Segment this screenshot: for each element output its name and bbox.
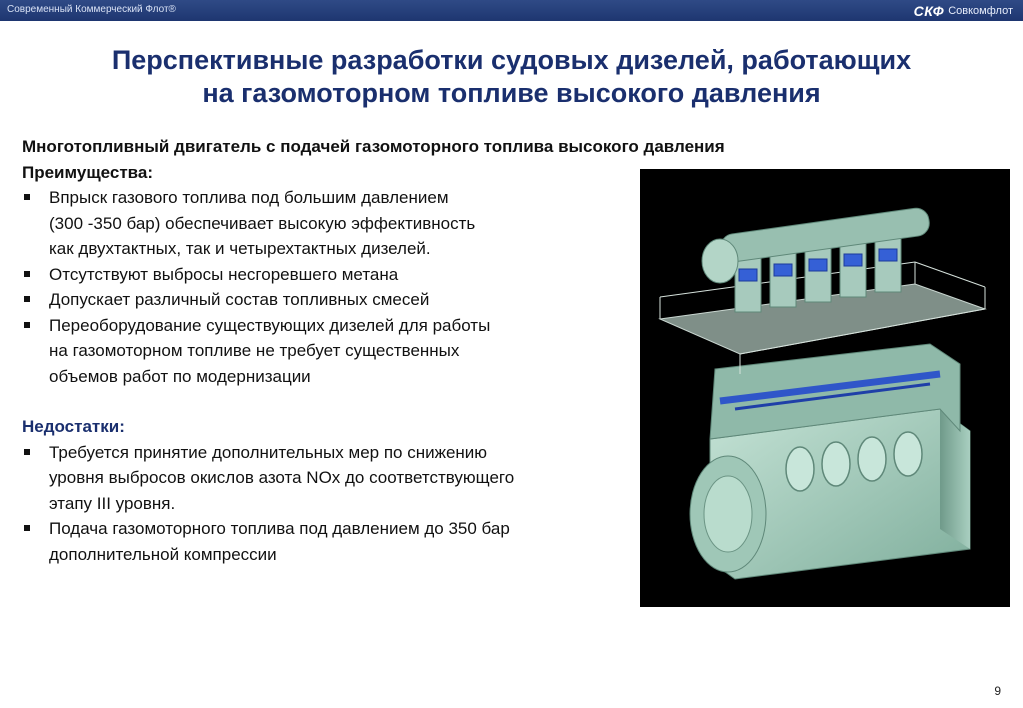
company-caption: Современный Коммерческий Флот®	[7, 4, 176, 15]
engine-illustration	[640, 169, 1010, 607]
disadvantage-line: уровня выбросов окислов азота NOx до соответствующего	[49, 468, 515, 487]
brand-name: Совкомфлот	[948, 4, 1013, 17]
engine-image	[640, 169, 1010, 607]
advantages-heading: Преимущества:	[22, 162, 154, 182]
advantages-list	[22, 185, 642, 389]
disadvantage-line: Подача газомоторного топлива под давлением до 350 бар	[49, 519, 510, 538]
advantage-item	[22, 287, 642, 313]
advantage-line: Отсутствуют выбросы несгоревшего метана	[49, 264, 399, 284]
disadvantage-line: этапу III уровня.	[49, 493, 176, 513]
brand-logo	[914, 2, 1013, 19]
disadvantage-item	[22, 440, 642, 517]
disadvantage-line: Требуется принятие дополнительных мер по снижению	[49, 442, 488, 462]
header-bar	[0, 0, 1023, 21]
page-number: 9	[994, 684, 1001, 698]
advantage-line: Переоборудование существующих дизелей для работы	[49, 315, 491, 335]
advantage-item	[22, 185, 642, 262]
subtitle: Многотопливный двигатель с подачей газомоторного топлива высокого давления	[22, 137, 725, 156]
advantage-line: на газомоторном топливе не требует существенных	[49, 341, 460, 360]
advantage-item	[22, 313, 642, 390]
advantage-line: (300 -350 бар) обеспечивает высокую эффективность	[49, 213, 476, 233]
advantage-line: объемов работ по модернизации	[49, 366, 311, 386]
slide-content	[22, 134, 725, 567]
advantage-line: Впрыск газового топлива под большим давлением	[49, 188, 449, 207]
slide-title-line-1: Перспективные разработки судовых дизелей, работающих	[111, 45, 912, 75]
logo-mark: СКФ	[913, 2, 945, 19]
slide-title-line-2: на газомоторном топливе высокого давления	[202, 78, 821, 108]
disadvantages-list	[22, 440, 642, 568]
disadvantage-line: дополнительной компрессии	[49, 544, 277, 564]
disadvantages-heading: Недостатки:	[22, 417, 125, 436]
advantage-item	[22, 262, 642, 288]
disadvantage-item	[22, 516, 642, 567]
advantage-line: как двухтактных, так и четырехтактных дизелей.	[49, 239, 431, 258]
advantage-line: Допускает различный состав топливных смесей	[49, 290, 430, 309]
slide-title	[0, 44, 1023, 110]
